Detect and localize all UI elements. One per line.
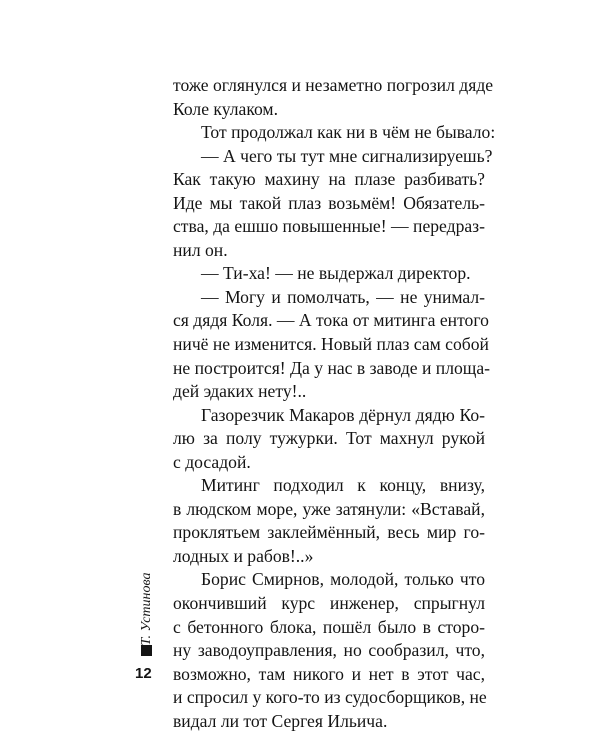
text-line: Газорезчик Макаров дёрнул дядю Ко-	[201, 404, 485, 425]
text-line: возможно, там никого и нет в этот час,	[173, 663, 485, 684]
text-line: лю за полу тужурки. Тот махнул рукой	[173, 428, 485, 449]
text-line: и спросил у кого-то из судосборщиков, не	[173, 687, 487, 708]
text-line: ничё не изменится. Новый плаз сам собой	[173, 334, 489, 355]
square-marker	[141, 645, 152, 656]
text-line: — Ти-ха! — не выдержал директор.	[201, 263, 471, 284]
text-line: в людском море, уже затянули: «Вставай,	[173, 498, 485, 519]
text-line: проклятьем заклеймённый, весь мир го-	[173, 522, 485, 543]
running-author-label: Т. Устинова	[139, 572, 154, 646]
text-line: с бетонного блока, пошёл было в сторо-	[173, 616, 485, 637]
text-line: — Могу и помолчать, — не унимал-	[201, 286, 485, 307]
text-line: Борис Смирнов, молодой, только что	[201, 569, 485, 590]
text-line: видал ли тот Сергея Ильича.	[173, 710, 388, 731]
text-line: не построится! Да у нас в заводе и площа-	[173, 357, 491, 378]
text-line: лодных и рабов!..»	[173, 545, 314, 566]
page-number: 12	[135, 665, 152, 682]
text-line: Иде мы такой плаз возьмём! Обязатель-	[173, 192, 485, 213]
text-line: Как такую махину на плазе разбивать?	[173, 169, 485, 190]
text-line: — А чего ты тут мне сигнализируешь?	[201, 145, 493, 166]
text-line: дей эдаких нету!..	[173, 381, 307, 402]
text-line: Тот продолжал как ни в чём не бывало:	[201, 122, 496, 143]
text-line: Коле кулаком.	[173, 98, 278, 119]
body-text	[173, 74, 496, 733]
text-line: Митинг подходил к концу, внизу,	[201, 475, 485, 496]
text-line: ства, да ешшо повышенные! — передраз-	[173, 216, 485, 237]
text-line: тоже оглянулся и незаметно погрозил дяде	[173, 75, 494, 95]
text-line: ну заводоуправления, но сообразил, что,	[173, 640, 485, 661]
text-line: с досадой.	[173, 451, 251, 472]
text-line: нил он.	[173, 239, 228, 260]
text-line: окончивший курс инженер, спрыгнул	[173, 593, 485, 614]
text-line: ся дядя Коля. — А тока от митинга ентого	[173, 310, 489, 331]
running-author	[139, 565, 155, 653]
